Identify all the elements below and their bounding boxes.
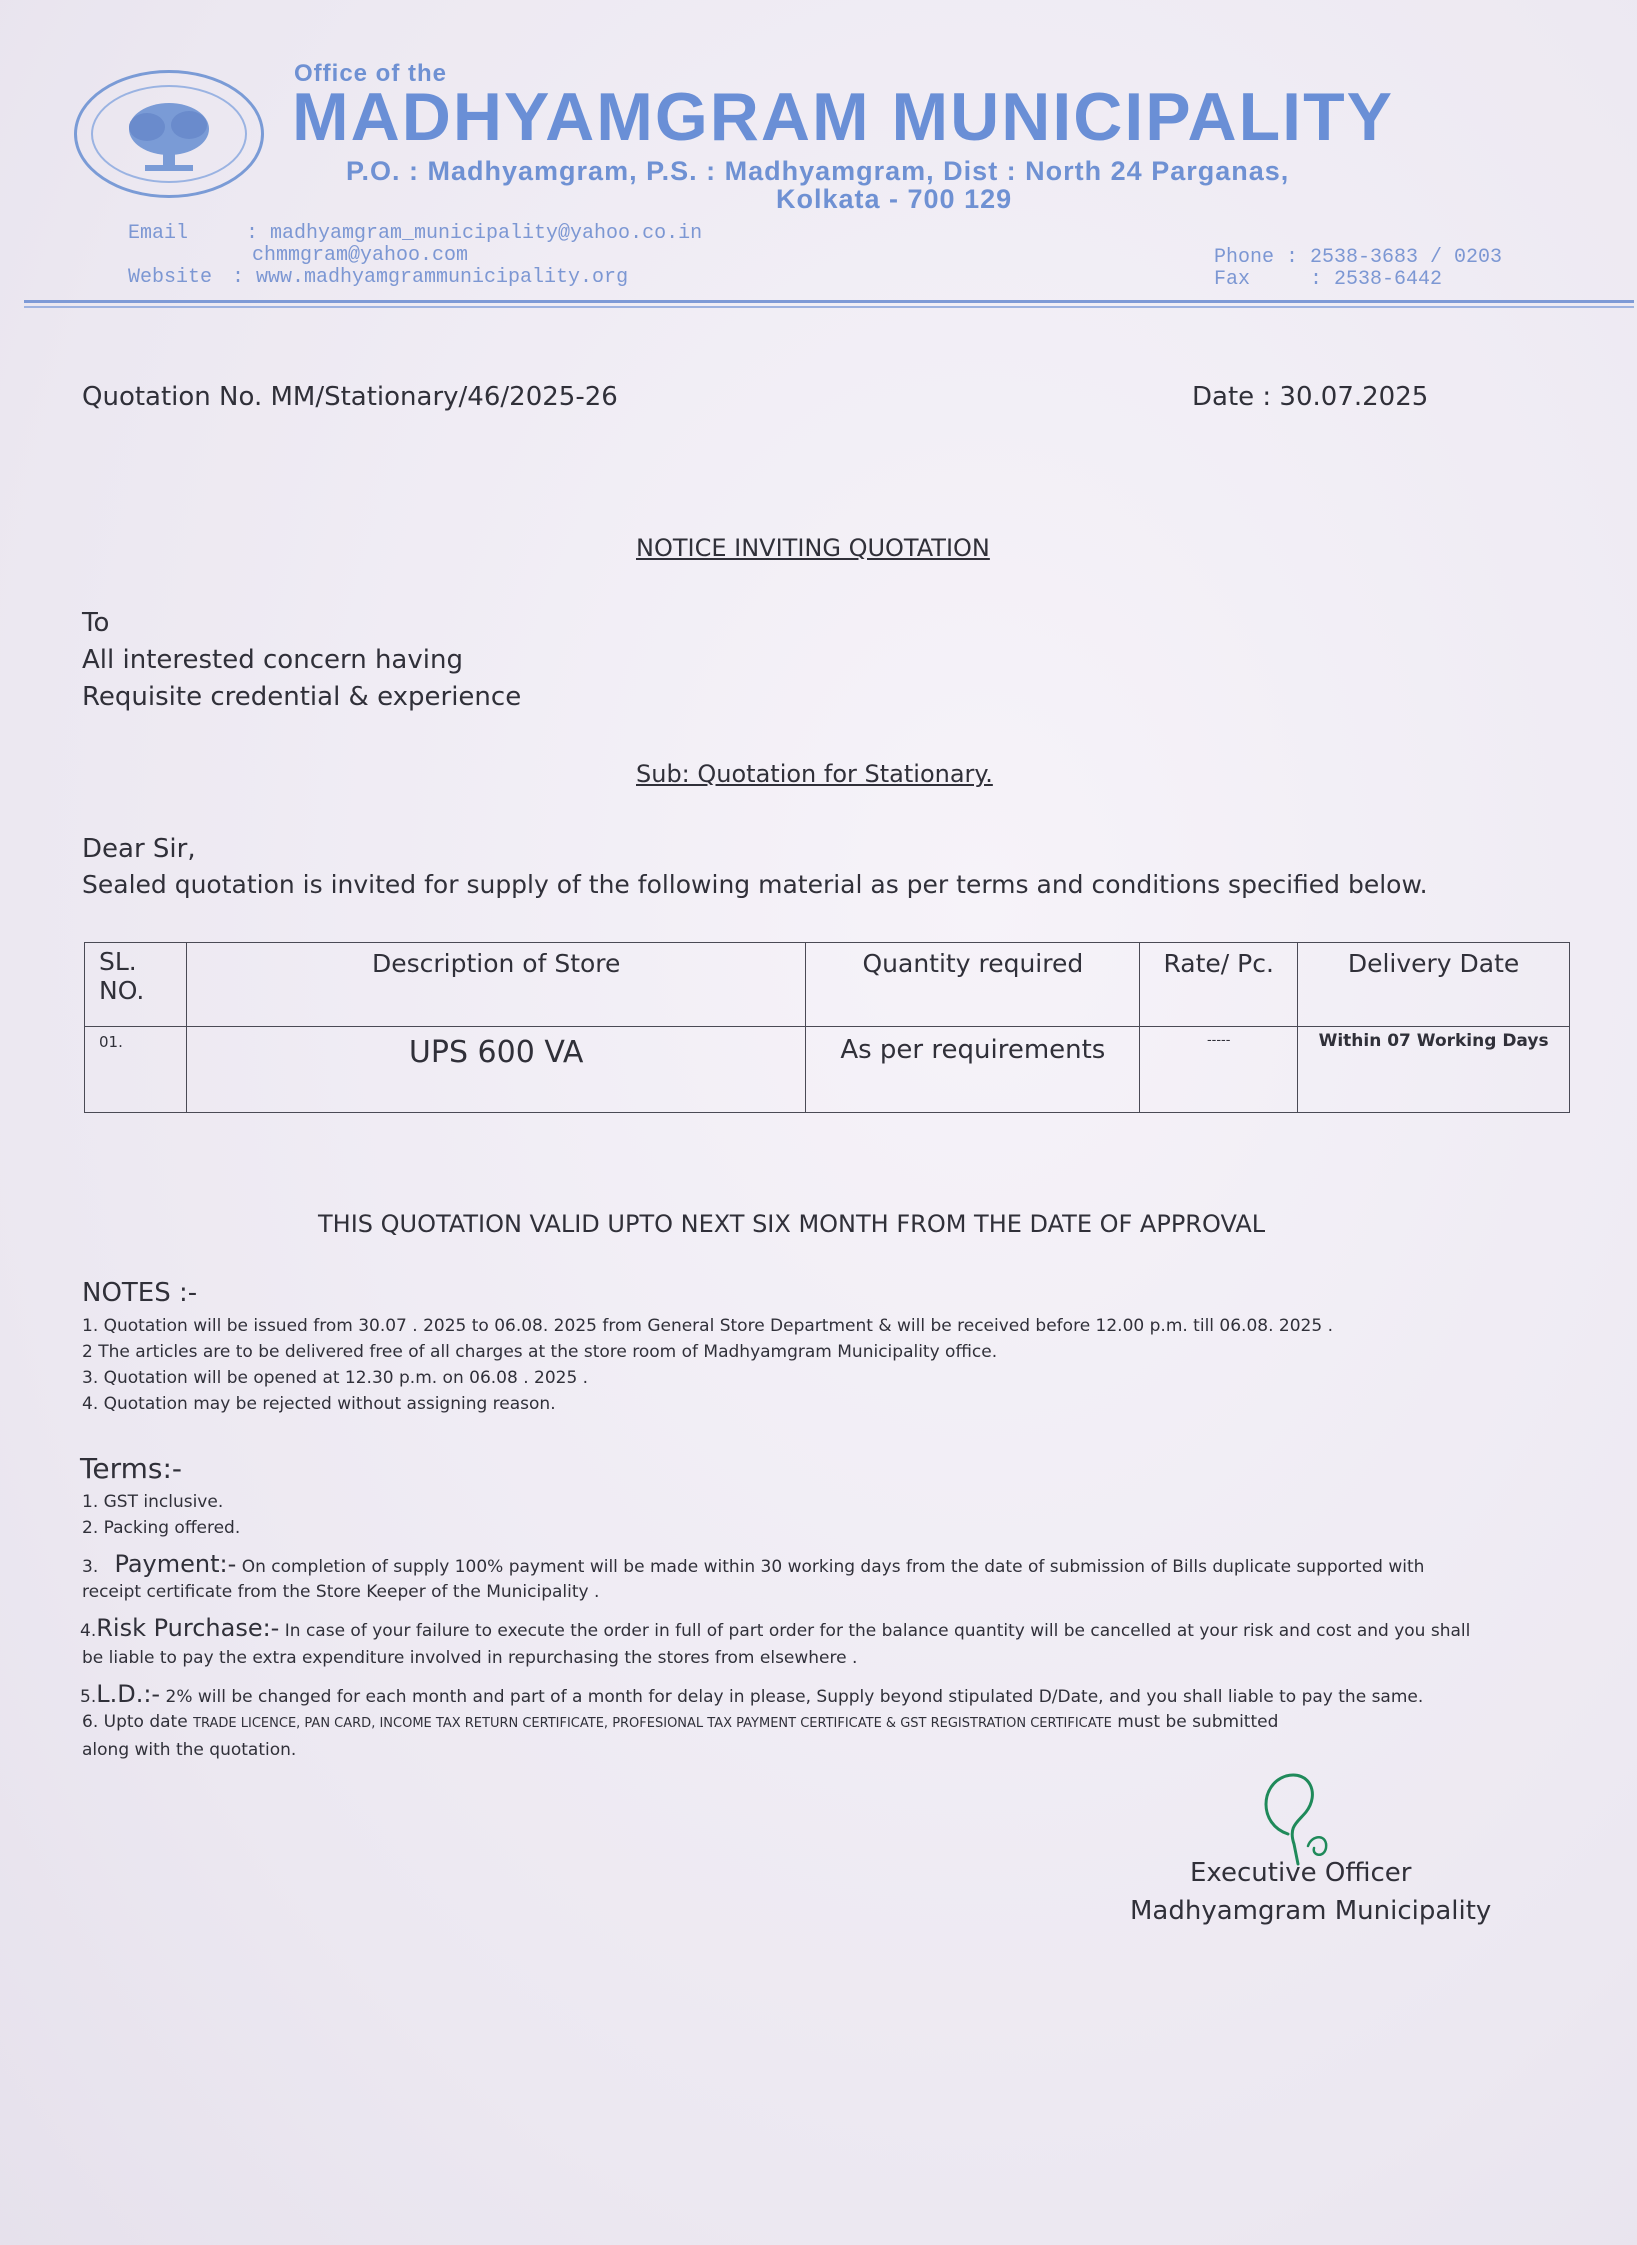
table-row: [85, 1027, 1570, 1113]
header-delivery-date: Delivery Date: [1298, 943, 1570, 1027]
note-item: 2 The articles are to be delivered free of all charges at the store room of Madhyamgram Municipality office.: [82, 1342, 998, 1362]
cell-rate: -----: [1140, 1027, 1298, 1113]
fax-number: Fax : 2538-6442: [1214, 268, 1443, 291]
note-item: 3. Quotation will be opened at 12.30 p.m. on 06.08 . 2025 .: [82, 1368, 589, 1388]
cell-sl: 01.: [85, 1027, 187, 1113]
letterhead-address-line1: P.O. : Madhyamgram, P.S. : Madhyamgram, Dist : North 24 Parganas,: [346, 156, 1290, 186]
term-item: 2. Packing offered.: [82, 1518, 241, 1538]
letterhead-rule: [24, 300, 1634, 303]
term-payment-cont: receipt certificate from the Store Keeper of the Municipality .: [82, 1582, 600, 1602]
cell-delivery: Within 07 Working Days: [1298, 1027, 1570, 1113]
term-documents: 6. Upto date TRADE LICENCE, PAN CARD, INCOME TAX RETURN CERTIFICATE, PROFESIONAL TAX PAYMENT CERTIFICATE & GST REGISTRATION CERTIFICATE must be submitted: [82, 1712, 1279, 1732]
cell-quantity: As per requirements: [806, 1027, 1140, 1113]
note-item: 4. Quotation may be rejected without assigning reason.: [82, 1394, 556, 1414]
addressee-line2: Requisite credential & experience: [82, 682, 522, 712]
term-risk-purchase-cont: be liable to pay the extra expenditure involved in repurchasing the stores from elsewhere .: [82, 1648, 858, 1668]
notice-date: Date : 30.07.2025: [1192, 382, 1429, 412]
addressee-line1: All interested concern having: [82, 645, 463, 675]
cell-description: UPS 600 VA: [186, 1027, 805, 1113]
notes-title: NOTES :-: [82, 1278, 198, 1308]
store-table: [84, 942, 1570, 1113]
term-ld: 5.L.D.:- 2% will be changed for each month and part of a month for delay in please, Supply beyond stipulated D/Date, and you shall liable to pay the same.: [80, 1680, 1424, 1708]
validity-statement: THIS QUOTATION VALID UPTO NEXT SIX MONTH FROM THE DATE OF APPROVAL: [318, 1210, 1266, 1238]
term-item: 1. GST inclusive.: [82, 1492, 224, 1512]
note-item: 1. Quotation will be issued from 30.07 . 2025 to 06.08. 2025 from General Store Department & will be received before 12.00 p.m. till 06.08. 2025 .: [82, 1316, 1333, 1336]
signatory-title: Executive Officer: [1190, 1858, 1412, 1888]
addressee-to: To: [82, 608, 110, 638]
terms-title: Terms:-: [80, 1452, 182, 1485]
intro-paragraph: Sealed quotation is invited for supply of the following material as per terms and conditions specified below.: [82, 870, 1428, 899]
subject-line: Sub: Quotation for Stationary.: [636, 760, 993, 788]
email-label: Email: [128, 222, 189, 245]
letterhead-municipality-name: MADHYAMGRAM MUNICIPALITY: [292, 79, 1394, 155]
email-address-2: chmmgram@yahoo.com: [252, 244, 469, 267]
quotation-number: Quotation No. MM/Stationary/46/2025-26: [82, 382, 618, 412]
term-payment: 3. Payment:- On completion of supply 100% payment will be made within 30 working days from the date of submission of Bills duplicate supported with: [82, 1550, 1425, 1578]
term-risk-purchase: 4.Risk Purchase:- In case of your failure to execute the order in full of part order for the balance quantity will be cancelled at your risk and cost and you shall: [80, 1614, 1471, 1642]
term-documents-cont: along with the quotation.: [82, 1740, 297, 1760]
letterhead-rule-thin: [24, 306, 1634, 308]
table-header-row: [85, 943, 1570, 1027]
website-url: : www.madhyamgrammunicipality.org: [232, 266, 629, 289]
notice-heading: NOTICE INVITING QUOTATION: [636, 534, 990, 562]
header-quantity: Quantity required: [806, 943, 1140, 1027]
phone-number: Phone : 2538-3683 / 0203: [1214, 246, 1503, 269]
municipality-seal-logo: [74, 70, 264, 198]
header-description: Description of Store: [186, 943, 805, 1027]
header-rate: Rate/ Pc.: [1140, 943, 1298, 1027]
email-address-1: : madhyamgram_municipality@yahoo.co.in: [246, 222, 703, 245]
letterhead-address-line2: Kolkata - 700 129: [776, 184, 1013, 214]
salutation: Dear Sir,: [82, 834, 196, 864]
website-label: Website: [128, 266, 213, 289]
signatory-organisation: Madhyamgram Municipality: [1130, 1896, 1492, 1926]
letterhead-office-of: Office of the: [294, 60, 448, 87]
header-sl-no: SL. NO.: [85, 943, 187, 1027]
